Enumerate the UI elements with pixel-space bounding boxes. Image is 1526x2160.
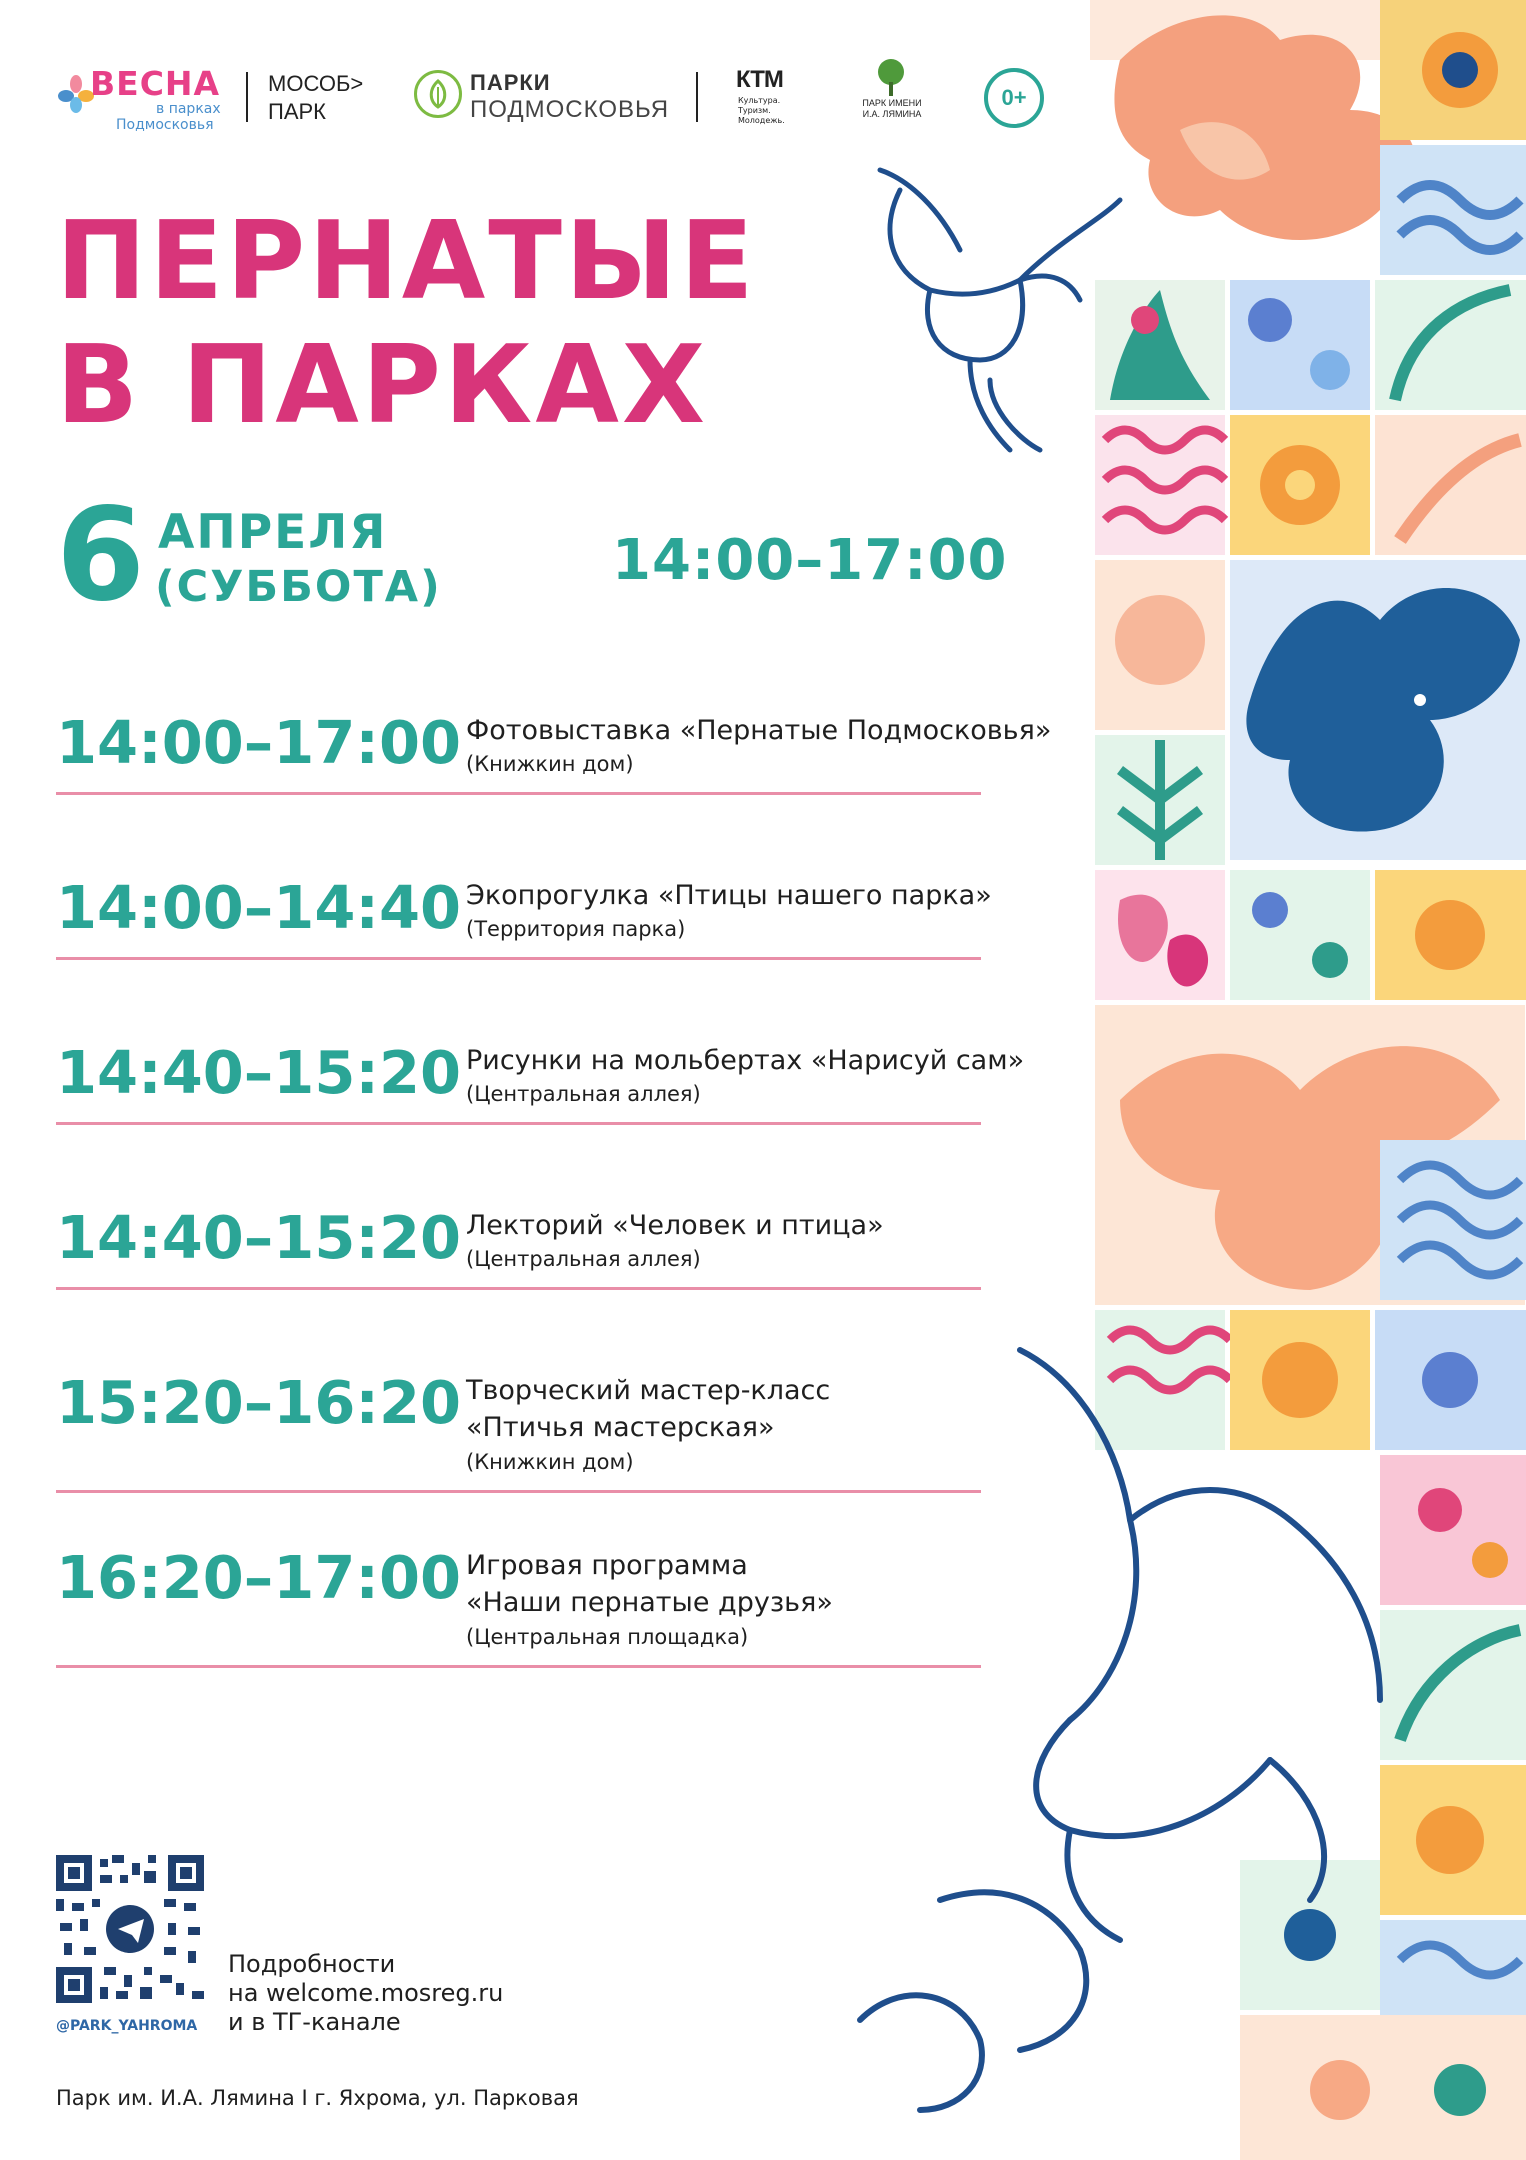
lyamin-line-1: ПАРК ИМЕНИ	[862, 98, 922, 108]
mosob-line-2: ПАРК	[268, 99, 326, 124]
date-month: АПРЕЛЯ	[158, 505, 388, 560]
schedule-place: (Книжкин дом)	[466, 752, 634, 776]
parki-line-2: ПОДМОСКОВЬЯ	[470, 96, 670, 123]
dove-outline-top	[880, 170, 1120, 450]
schedule-time: 15:20–16:20	[56, 1368, 462, 1437]
more-info-line-3: и в ТГ-канале	[228, 2008, 401, 2036]
schedule-place: (Книжкин дом)	[466, 1450, 634, 1474]
schedule-title: Фотовыставка «Пернатые Подмосковья»	[466, 715, 1052, 746]
lyamin-line-2: И.А. ЛЯМИНА	[862, 109, 922, 119]
mosob-line-1: МОСОБ>	[268, 71, 364, 96]
schedule-place: (Центральная площадка)	[466, 1625, 749, 1649]
vesna-subtitle-2: Подмосковья	[116, 117, 214, 133]
title-line-1: ПЕРНАТЫЕ	[56, 199, 757, 324]
schedule-time: 14:40–15:20	[56, 1038, 462, 1107]
culture-mark	[736, 66, 783, 94]
more-info	[228, 1950, 503, 2037]
schedule-place: (Центральная аллея)	[466, 1247, 701, 1271]
event-time-range: 14:00–17:00	[612, 528, 1008, 593]
schedule-time: 14:40–15:20	[56, 1203, 462, 1272]
culture-text-3: Молодежь.	[738, 116, 785, 125]
parki-line-1: ПАРКИ	[470, 70, 551, 95]
logo-divider	[246, 72, 248, 122]
decorative-mosaic	[820, 0, 1526, 2160]
schedule-title: «Наши пернатые друзья»	[466, 1587, 833, 1618]
schedule-place: (Центральная аллея)	[466, 1082, 701, 1106]
culture-mark-text: КТМ	[736, 66, 783, 93]
culture-text-2: Туризм.	[738, 106, 771, 115]
schedule-title: Творческий мастер-класс	[466, 1375, 831, 1406]
qr-code[interactable]	[56, 1855, 204, 2003]
schedule-time: 14:00–14:40	[56, 873, 462, 942]
event-title	[56, 200, 757, 448]
title-line-2: В ПАРКАХ	[56, 323, 709, 448]
schedule-title: Рисунки на мольбертах «Нарисуй сам»	[466, 1045, 1025, 1076]
logo-divider	[696, 72, 698, 122]
schedule-title: Лекторий «Человек и птица»	[466, 1210, 884, 1241]
more-info-link[interactable]: на welcome.mosreg.ru	[228, 1979, 504, 2007]
park-address: Парк им. И.А. Лямина I г. Яхрома, ул. Парковая	[56, 2086, 579, 2110]
culture-ministry-logo	[736, 66, 816, 136]
date-weekday: (СУББОТА)	[155, 562, 442, 612]
culture-text	[738, 96, 785, 126]
schedule-place: (Территория парка)	[466, 917, 686, 941]
schedule-title: «Птичья мастерская»	[466, 1412, 775, 1443]
parki-podmoskovya-logo	[414, 70, 714, 130]
vesna-title: ВЕСНА	[90, 64, 221, 103]
age-rating-badge: 0+	[984, 68, 1044, 128]
schedule-time: 14:00–17:00	[56, 708, 462, 777]
date-day-number: 6	[56, 481, 146, 630]
schedule-title: Экопрогулка «Птицы нашего парка»	[466, 880, 992, 911]
more-info-line-1: Подробности	[228, 1950, 396, 1978]
mosobpark-logo	[268, 70, 398, 130]
mosaic-tiles	[1095, 0, 1526, 2160]
leaf-icon	[414, 70, 462, 118]
culture-text-1: Культура.	[738, 96, 781, 105]
vesna-subtitle-1: в парках	[156, 101, 221, 117]
vesna-logo	[56, 64, 231, 134]
schedule-time: 16:20–17:00	[56, 1543, 462, 1612]
qr-handle: @PARK_YAHROMA	[56, 2018, 198, 2034]
schedule-title: Игровая программа	[466, 1550, 748, 1581]
